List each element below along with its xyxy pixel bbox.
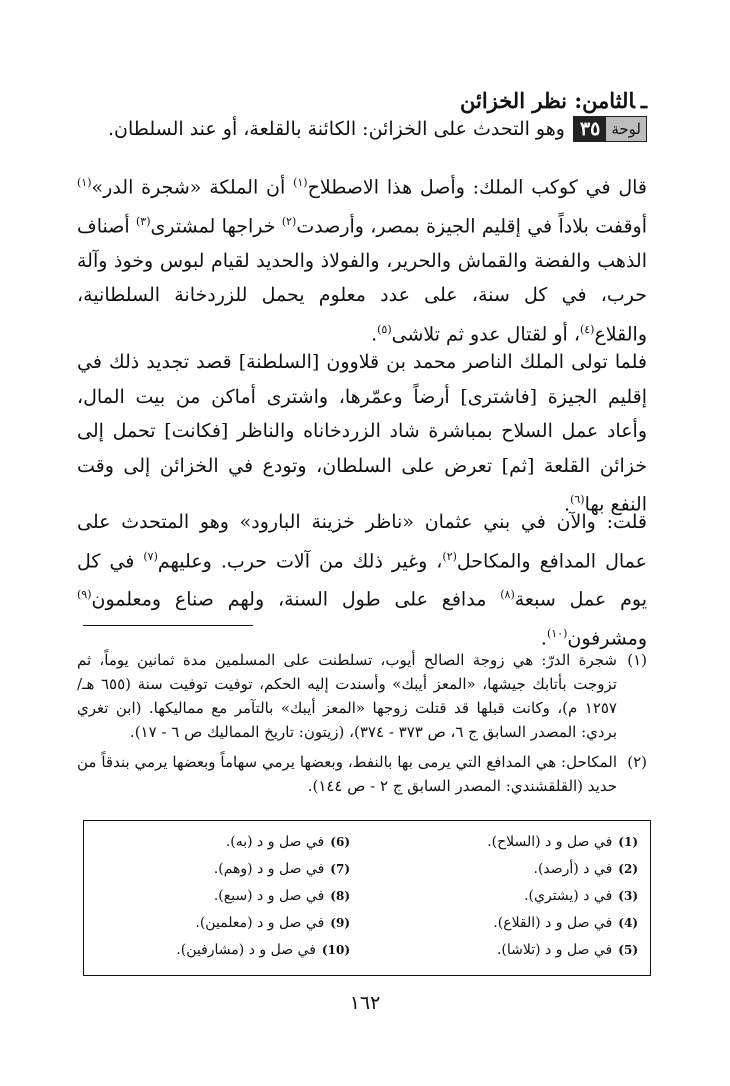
p3-text-2: ، وغير ذلك من آلات حرب. وعليهم bbox=[157, 549, 443, 572]
p3-text-4: مدافع على طول السنة، ولهم صناع ومعلمون bbox=[91, 588, 501, 611]
variants-column-right bbox=[368, 829, 638, 964]
variant-number: (3) bbox=[618, 889, 638, 903]
footnote-number: (٢) bbox=[627, 753, 647, 771]
variant-number: (6) bbox=[330, 835, 350, 849]
variant-text: في د (أرصد). bbox=[533, 861, 613, 877]
p3-note-ref-1: (٢) bbox=[442, 549, 457, 563]
variant-number: (1) bbox=[618, 835, 638, 849]
subheading-row bbox=[77, 116, 647, 142]
variant-item bbox=[368, 856, 638, 883]
plate-badge bbox=[573, 116, 647, 142]
p1-note-ref-2: (١) bbox=[77, 176, 92, 189]
p1-text-2: أن الملكة «شجرة الدر» bbox=[91, 176, 294, 199]
paragraph-3 bbox=[77, 505, 647, 656]
variants-column-left bbox=[80, 829, 350, 964]
p1-text-1: قال في كوكب الملك: وأصل هذا الاصطلاح bbox=[307, 176, 648, 199]
variant-item bbox=[80, 883, 350, 910]
variant-text: في صل و د (به). bbox=[225, 834, 325, 850]
p1-text-4: خراجها لمشترى bbox=[150, 215, 282, 238]
plate-number: ٣٥ bbox=[574, 117, 606, 141]
p1-text-3: أوقفت بلاداً في إقليم الجيزة بمصر، وأرصدت bbox=[296, 215, 647, 238]
variant-item bbox=[80, 937, 350, 964]
p3-text-5: ومشرفون bbox=[567, 627, 647, 650]
variant-item bbox=[368, 883, 638, 910]
p2-text-2: . bbox=[564, 493, 571, 516]
plate-label: لوحة bbox=[606, 117, 646, 141]
footnote-text: شجرة الدرّ: هي زوجة الصالح أيوب، تسلطنت على المسلمين مدة ثمانين يوماً، ثم تزوجت بأتابك جيشها، «المعز أيبك» وأسندت إليه الحكم، توفيت توفيت سنة (٦٥٥ هـ/١٢٥٧ م)، وكانت قبلها قد قتلت زوجها «المعز أيبك» بالتآمر مع مماليكها. (ابن تغري بردي: المصدر السابق ج ٦، ص ٣٧٣ - ٣٧٤)، (زيتون: تاريخ المماليك ص ٦ - ١٧). bbox=[77, 651, 617, 741]
p3-text-3: في كل يوم عمل سبعة bbox=[77, 549, 647, 611]
p1-text-6: ، أو لقتال عدو ثم تلاشى bbox=[391, 322, 580, 345]
heading-dash: ـ bbox=[640, 88, 647, 113]
footnote-divider bbox=[83, 625, 253, 626]
p2-text-1: فلما تولى الملك الناصر محمد بن قلاوون [السلطنة] قصد تجديد ذلك في إقليم الجيزة [فاشترى] أرضاً وعمّرها، واشترى أماكن من بيت المال، وأعاد عمل السلاح بمباشرة شاد الزردخاناه والناظر [فكانت] تحمل إلى خزائن القلعة [ثم] تعرض على السلطان، وتودع في الخزائن إلى وقت النفع بها bbox=[77, 351, 647, 516]
variant-number: (8) bbox=[330, 889, 350, 903]
footnote-1 bbox=[77, 648, 647, 744]
variant-item bbox=[368, 937, 638, 964]
paragraph-1 bbox=[77, 166, 647, 351]
p1-note-ref-4: (٣) bbox=[135, 214, 151, 228]
p1-note-ref-6: (٥) bbox=[377, 322, 392, 336]
p3-note-ref-2: (٧) bbox=[143, 549, 158, 563]
p3-note-ref-4: (٩) bbox=[77, 588, 92, 602]
p3-text-1: قلت: والآن في بني عثمان «ناظر خزينة البارود» وهو المتحدث على عمال المدافع والمكاحل bbox=[77, 511, 647, 572]
footnote-number: (١) bbox=[627, 651, 647, 669]
variant-item bbox=[368, 910, 638, 937]
variant-text: في صل و د (سبع). bbox=[213, 888, 325, 904]
variant-number: (5) bbox=[618, 943, 638, 957]
variant-number: (10) bbox=[321, 943, 350, 957]
subheading-text: وهو التحدث على الخزائن: الكائنة بالقلعة، أو عند السلطان. bbox=[107, 118, 565, 140]
variant-text: في صل و د (تلاشا). bbox=[496, 942, 613, 958]
variant-number: (9) bbox=[330, 916, 350, 930]
p1-text-7: . bbox=[371, 322, 378, 345]
page-number: ١٦٢ bbox=[349, 992, 381, 1014]
variant-text: في صل و د (القلاع). bbox=[493, 915, 613, 931]
variant-item bbox=[80, 910, 350, 937]
variant-text: في صل و د (معلمين). bbox=[195, 915, 325, 931]
p2-note-ref-1: (٦) bbox=[570, 493, 585, 506]
variant-number: (4) bbox=[618, 916, 638, 930]
variant-number: (7) bbox=[330, 862, 350, 876]
paragraph-2 bbox=[77, 345, 647, 522]
p3-text-6: . bbox=[540, 627, 547, 650]
variant-text: في صل و د (وهم). bbox=[213, 861, 325, 877]
variant-text: في د (يشتري). bbox=[524, 888, 613, 904]
variant-item bbox=[80, 829, 350, 856]
variant-item bbox=[80, 856, 350, 883]
variant-item bbox=[368, 829, 638, 856]
p1-note-ref-5: (٤) bbox=[579, 322, 595, 336]
manuscript-variants-box bbox=[83, 820, 651, 976]
p1-note-ref-3: (٢) bbox=[281, 214, 297, 228]
section-heading bbox=[460, 88, 647, 113]
p1-note-ref-1: (١) bbox=[293, 176, 308, 189]
p3-note-ref-5: (١٠) bbox=[546, 627, 568, 641]
variant-text: في صل و د (السلاح). bbox=[487, 834, 613, 850]
p3-note-ref-3: (٨) bbox=[500, 588, 515, 602]
footnote-text: المكاحل: هي المدافع التي يرمى بها بالنفط، وبعضها يرمي سهاماً وبعضها يرمي بندقاً من حديد (القلقشندي: المصدر السابق ج ٢ - ص ١٤٤). bbox=[77, 753, 617, 795]
variant-text: في صل و د (مشارفين). bbox=[176, 942, 316, 958]
heading-text: الثامن: نظر الخزائن bbox=[460, 88, 635, 113]
p1-text-5: أصناف الذهب والفضة والقماش والحرير، والفولاذ والحديد لقيام لبوس وخوذ وآلة حرب، في كل سنة، على عدد معلوم يحمل للزردخانة السلطانية، والقلاع bbox=[77, 215, 647, 345]
footnote-2 bbox=[77, 750, 647, 798]
variant-number: (2) bbox=[618, 862, 638, 876]
